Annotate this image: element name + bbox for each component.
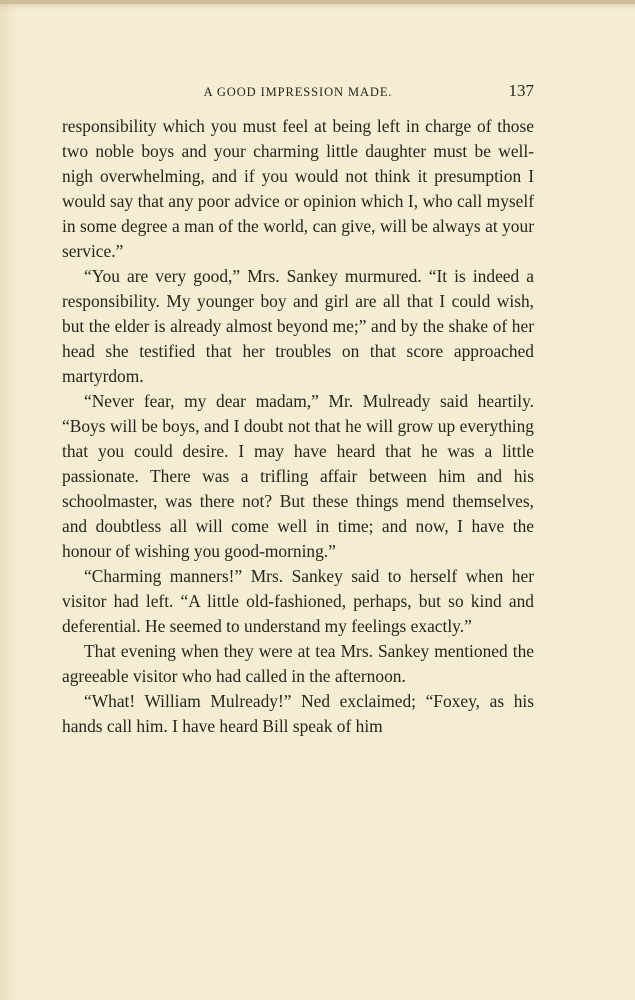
body-text: [62, 114, 534, 739]
paragraph: “What! William Mulready!” Ned exclaimed; “Foxey, as his hands call him. I have heard Bill speak of him: [62, 691, 534, 736]
page-number: 137: [508, 81, 534, 100]
paragraph: “You are very good,” Mrs. Sankey murmured. “It is indeed a responsibility. My younger boy and girl are all that I could wish, but the elder is already almost beyond me;” and by the shake of her head she testified that her troubles on that score approached martyrdom.: [62, 266, 534, 386]
page-top-edge: [0, 0, 635, 4]
paragraph: responsibility which you must feel at being left in charge of those two noble boys and your charming little daughter must be well-nigh overwhelming, and if you would not think it presumption I would say that any poor advice or opinion which I, who call myself in some degree a man of the world, can give, will be always at your service.”: [62, 116, 534, 261]
paragraph: That evening when they were at tea Mrs. Sankey mentioned the agreeable visitor who had called in the afternoon.: [62, 641, 534, 686]
paragraph: “Never fear, my dear madam,” Mr. Mulready said heartily. “Boys will be boys, and I doubt not that he will grow up everything that you could desire. I may have heard that he was a little passionate. There was a trifling affair between him and his schoolmaster, was there not? But these things mend themselves, and doubtless all will come well in time; and now, I have the honour of wishing you good-morning.”: [62, 391, 534, 561]
running-head: [62, 79, 534, 105]
paragraph: “Charming manners!” Mrs. Sankey said to herself when her visitor had left. “A little old-fashioned, perhaps, but so kind and deferential. He seemed to understand my feelings exactly.”: [62, 566, 534, 636]
running-title: A GOOD IMPRESSION MADE.: [203, 85, 393, 99]
